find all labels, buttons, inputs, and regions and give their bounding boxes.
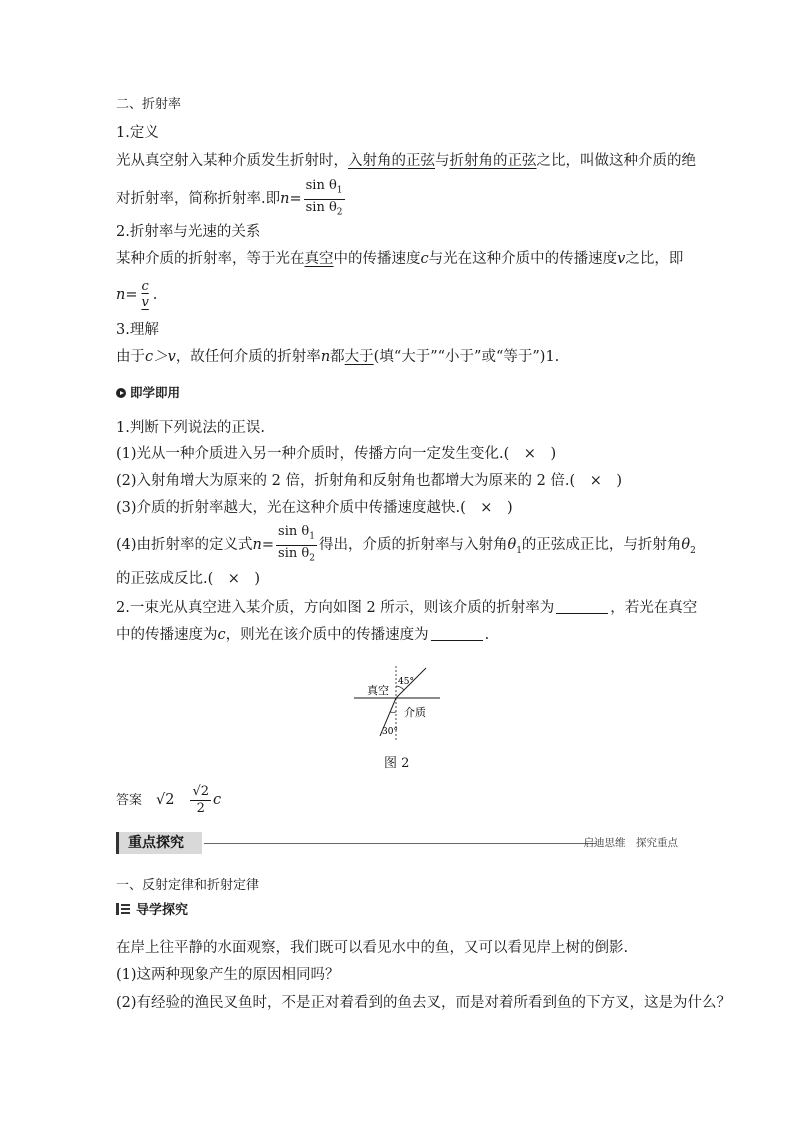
numerator: c bbox=[141, 279, 149, 294]
label-vacuum: 真空 bbox=[367, 684, 389, 697]
text: 光从真空射入某种介质发生折射时， bbox=[116, 153, 348, 169]
relation-line-1 bbox=[116, 249, 683, 269]
text: 之比，即 bbox=[625, 251, 684, 267]
label-45: 45° bbox=[398, 677, 414, 687]
guided-inquiry-text: 导学探究 bbox=[136, 903, 189, 918]
answer-line bbox=[116, 783, 221, 818]
text: (填“大于”“小于”或“等于”)1. bbox=[373, 349, 560, 365]
question-1-item-4 bbox=[116, 524, 696, 568]
subscript: 2 bbox=[336, 207, 343, 218]
subscript: 1 bbox=[516, 545, 522, 556]
text: ，若光在真空 bbox=[610, 600, 698, 616]
text: 对折射率，简称折射率.即 bbox=[116, 191, 281, 208]
text: 与光在这种介质中的传播速度 bbox=[428, 251, 618, 267]
symbol-cv: c＞v bbox=[145, 349, 176, 365]
sin: sin θ bbox=[278, 545, 310, 561]
symbol-v: v bbox=[617, 251, 626, 267]
inquiry-paragraph: 在岸上往平静的水面观察，我们既可以看见水中的鱼，又可以看见岸上树的倒影. bbox=[116, 940, 629, 956]
underlined-term: 大于 bbox=[344, 349, 374, 365]
banner-rule bbox=[204, 843, 596, 844]
symbol-n: n bbox=[320, 349, 331, 365]
question-1-title: 1.判断下列说法的正误. bbox=[116, 420, 265, 436]
subscript: 2 bbox=[309, 553, 315, 564]
text: 中的传播速度为 bbox=[116, 627, 218, 643]
figure-caption: 图 2 bbox=[384, 756, 410, 771]
text: 之比，叫做这种介质的绝 bbox=[536, 153, 696, 169]
question-1-item-2: (2)入射角增大为原来的 2 倍，折射角和反射角也都增大为原来的 2 倍.( × ) bbox=[116, 473, 622, 489]
guided-inquiry-heading bbox=[116, 902, 188, 920]
underlined-term: 真空 bbox=[304, 251, 334, 267]
play-circle-icon bbox=[116, 388, 126, 398]
text: 由于 bbox=[116, 349, 145, 365]
text: 某种介质的折射率，等于光在 bbox=[116, 251, 305, 267]
text: 得出，介质的折射率与入射角 bbox=[318, 537, 508, 554]
refraction-diagram bbox=[350, 664, 446, 744]
banner-subtitle: 启迪思维 探究重点 bbox=[583, 837, 678, 849]
answer-label: 答案 bbox=[116, 793, 143, 808]
list-icon bbox=[116, 903, 130, 915]
underlined-term: 入射角的正弦 bbox=[348, 153, 435, 169]
answer-blank bbox=[431, 626, 483, 641]
period: . bbox=[152, 287, 158, 303]
practice-heading bbox=[116, 383, 180, 403]
denominator: v bbox=[141, 295, 149, 310]
symbol-c: c bbox=[217, 627, 226, 643]
question-2-line-2 bbox=[116, 625, 489, 645]
formula-fraction bbox=[140, 279, 151, 311]
text: 中的传播速度 bbox=[333, 251, 421, 267]
section-heading-refractive-index: 二、折射率 bbox=[116, 97, 182, 112]
definition-title: 1.定义 bbox=[116, 125, 159, 141]
key-exploration-banner bbox=[116, 832, 678, 854]
question-1-item-4-cont: 的正弦成反比.( × ) bbox=[116, 571, 261, 587]
sin: sin θ bbox=[305, 178, 337, 193]
sin: sin θ bbox=[278, 524, 310, 539]
text: (4)由折射率的定义式 bbox=[116, 537, 253, 554]
formula-fraction bbox=[304, 178, 345, 220]
text: 都 bbox=[330, 349, 345, 365]
symbol-c: c bbox=[420, 251, 429, 267]
relation-title: 2.折射率与光速的关系 bbox=[116, 224, 261, 240]
subscript: 1 bbox=[336, 185, 343, 196]
section-heading-reflection: 一、反射定律和折射定律 bbox=[116, 878, 260, 893]
answer-1: √2 bbox=[156, 792, 175, 808]
formula-n: n= bbox=[280, 191, 302, 208]
banner-title: 重点探究 bbox=[116, 832, 202, 854]
theta: θ bbox=[507, 537, 517, 554]
text: ，则光在该介质中的传播速度为 bbox=[225, 627, 429, 643]
denominator: 2 bbox=[196, 800, 205, 816]
label-30: 30° bbox=[382, 727, 398, 737]
numerator: √2 bbox=[192, 783, 210, 799]
text: 2.一束光从真空进入某介质，方向如图 2 所示，则该介质的折射率为 bbox=[116, 600, 555, 616]
answer-blank bbox=[556, 599, 608, 614]
practice-heading-text: 即学即用 bbox=[130, 385, 181, 400]
answer-2-fraction bbox=[190, 784, 211, 817]
theta: θ bbox=[681, 537, 691, 554]
inquiry-question-1: (1)这两种现象产生的原因相同吗？ bbox=[116, 967, 340, 983]
formula-n: n= bbox=[252, 537, 275, 554]
text: ，故任何介质的折射率 bbox=[175, 349, 321, 365]
definition-line-2 bbox=[116, 178, 347, 220]
period: . bbox=[484, 627, 490, 643]
question-2-line-1 bbox=[116, 598, 697, 618]
subscript: 1 bbox=[309, 531, 315, 542]
relation-formula bbox=[116, 278, 157, 312]
definition-line-1 bbox=[116, 151, 696, 171]
understanding-line bbox=[116, 347, 559, 367]
question-1-item-1: (1)光从一种介质进入另一种介质时，传播方向一定发生变化.( × ) bbox=[116, 446, 557, 462]
text: 的正弦成正比，与折射角 bbox=[521, 537, 682, 554]
formula-fraction bbox=[276, 524, 317, 566]
question-1-item-3: (3)介质的折射率越大，光在这种介质中传播速度越快.( × ) bbox=[116, 500, 513, 516]
sin: sin θ bbox=[305, 199, 337, 215]
formula-n: n= bbox=[116, 287, 138, 303]
inquiry-question-2: (2)有经验的渔民叉鱼时，不是正对着看到的鱼去叉，而是对着所看到鱼的下方叉，这是为什么？ bbox=[116, 995, 732, 1011]
subscript: 2 bbox=[690, 545, 696, 556]
label-medium: 介质 bbox=[404, 706, 426, 719]
underlined-term: 折射角的正弦 bbox=[449, 153, 537, 169]
understanding-title: 3.理解 bbox=[116, 322, 159, 338]
text: 与 bbox=[435, 153, 450, 169]
symbol-c: c bbox=[213, 792, 222, 808]
